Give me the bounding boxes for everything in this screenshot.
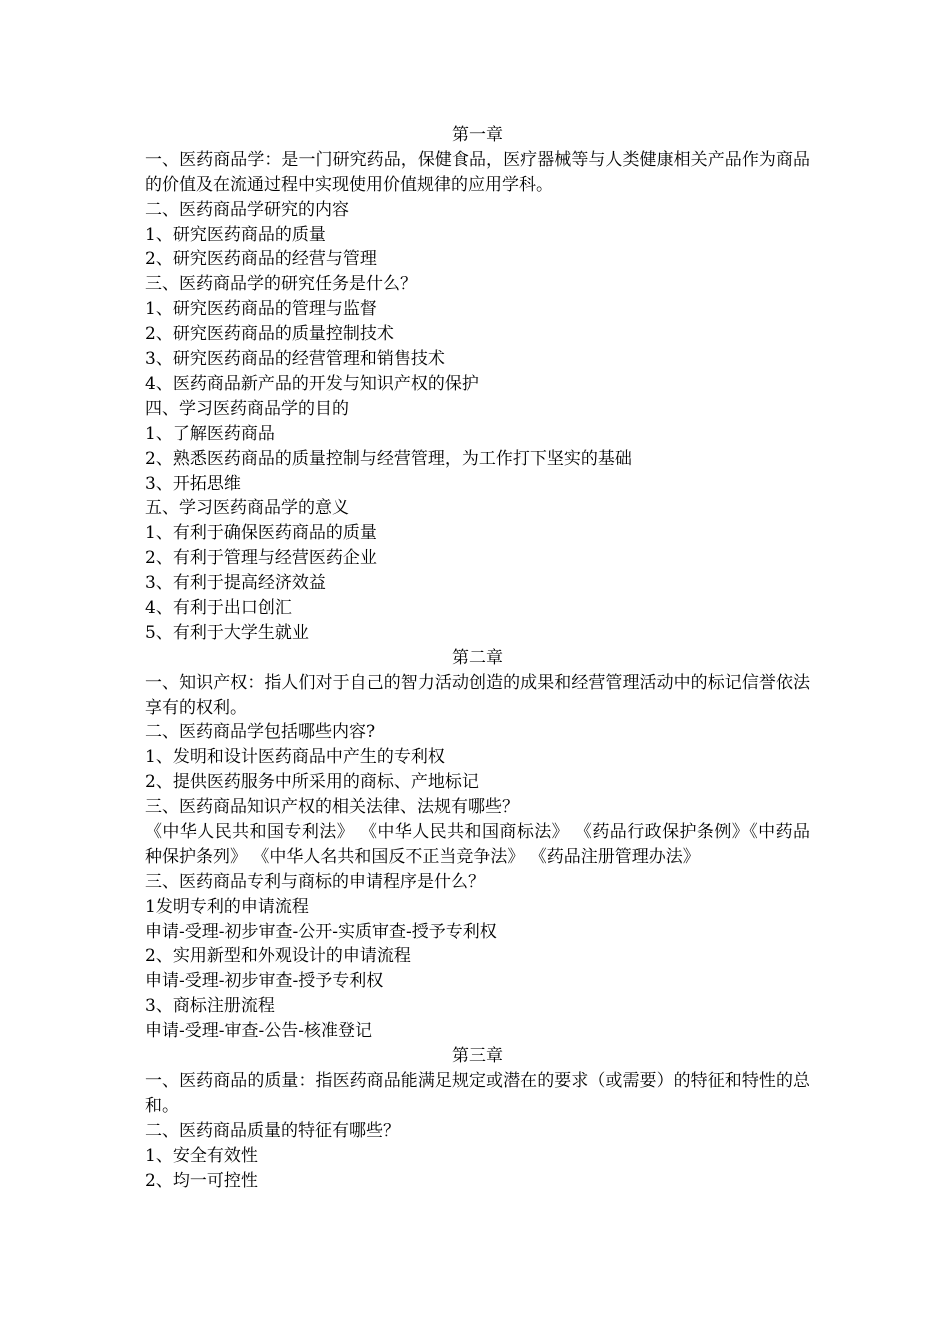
text-line: 2、有利于管理与经营医药企业 [145,548,377,569]
paragraph: 一、医药商品的质量：指医药商品能满足规定或潜在的要求（或需要）的特征和特性的总和。 [145,1070,810,1116]
text-line: 5、有利于大学生就业 [145,622,309,643]
text-line: 四、学习医药商品学的目的 [145,398,349,419]
text-line: 1发明专利的申请流程 [145,896,309,917]
text-line: 1、安全有效性 [145,1145,258,1166]
text-line: 1、研究医药商品的质量 [145,224,326,245]
text-line: 3、研究医药商品的经营管理和销售技术 [145,349,445,370]
text-line: 申请-受理-初步审查-公开-实质审查-授予专利权 [145,921,497,942]
text-line: 3、有利于提高经济效益 [145,573,326,594]
chapter-heading: 第三章 [452,1046,503,1067]
text-line: 申请-受理-审查-公告-核准登记 [145,1021,372,1042]
paragraph: 一、知识产权：指人们对于自己的智力活动创造的成果和经营管理活动中的标记信誉依法享有的权利。 [145,672,810,718]
text-line: 3、商标注册流程 [145,996,275,1017]
text-line: 三、医药商品专利与商标的申请程序是什么？ [145,871,485,892]
text-line: 申请-受理-初步审查-授予专利权 [145,971,384,992]
chapter-heading: 第二章 [452,647,503,668]
text-line: 1、研究医药商品的管理与监督 [145,299,377,320]
text-line: 1、了解医药商品 [145,423,275,444]
text-line: 1、发明和设计医药商品中产生的专利权 [145,747,445,768]
chapter-heading: 第一章 [452,125,503,145]
paragraph: 一、医药商品学：是一门研究药品，保健食品，医疗器械等与人类健康相关产品作为商品的价值及在流通过程中实现使用价值规律的应用学科。 [145,149,810,195]
paragraph: 《中华人民共和国专利法》 《中华人民共和国商标法》 《药品行政保护条例》《中药品种保护条列》 《中华人名共和国反不正当竞争法》 《药品注册管理办法》 [145,822,810,867]
text-line: 3、开拓思维 [145,473,241,494]
text-line: 2、熟悉医药商品的质量控制与经营管理，为工作打下坚实的基础 [145,448,632,469]
text-line: 2、均一可控性 [145,1170,258,1191]
text-line: 2、实用新型和外观设计的申请流程 [145,946,411,967]
text-line: 2、研究医药商品的质量控制技术 [145,324,394,345]
text-line: 二、医药商品学包括哪些内容? [145,722,376,743]
text-line: 4、医药商品新产品的开发与知识产权的保护 [145,373,479,394]
text-line: 三、医药商品学的研究任务是什么？ [145,274,417,295]
text-line: 三、医药商品知识产权的相关法律、法规有哪些？ [145,797,519,818]
text-line: 五、学习医药商品学的意义 [145,498,349,519]
document-page [145,123,810,1193]
text-line: 2、研究医药商品的经营与管理 [145,249,377,270]
text-line: 二、医药商品学研究的内容 [145,199,349,220]
text-line: 4、有利于出口创汇 [145,597,292,618]
text-line: 二、医药商品质量的特征有哪些？ [145,1120,400,1141]
text-line: 2、提供医药服务中所采用的商标、产地标记 [145,772,479,793]
text-line: 1、有利于确保医药商品的质量 [145,523,377,544]
